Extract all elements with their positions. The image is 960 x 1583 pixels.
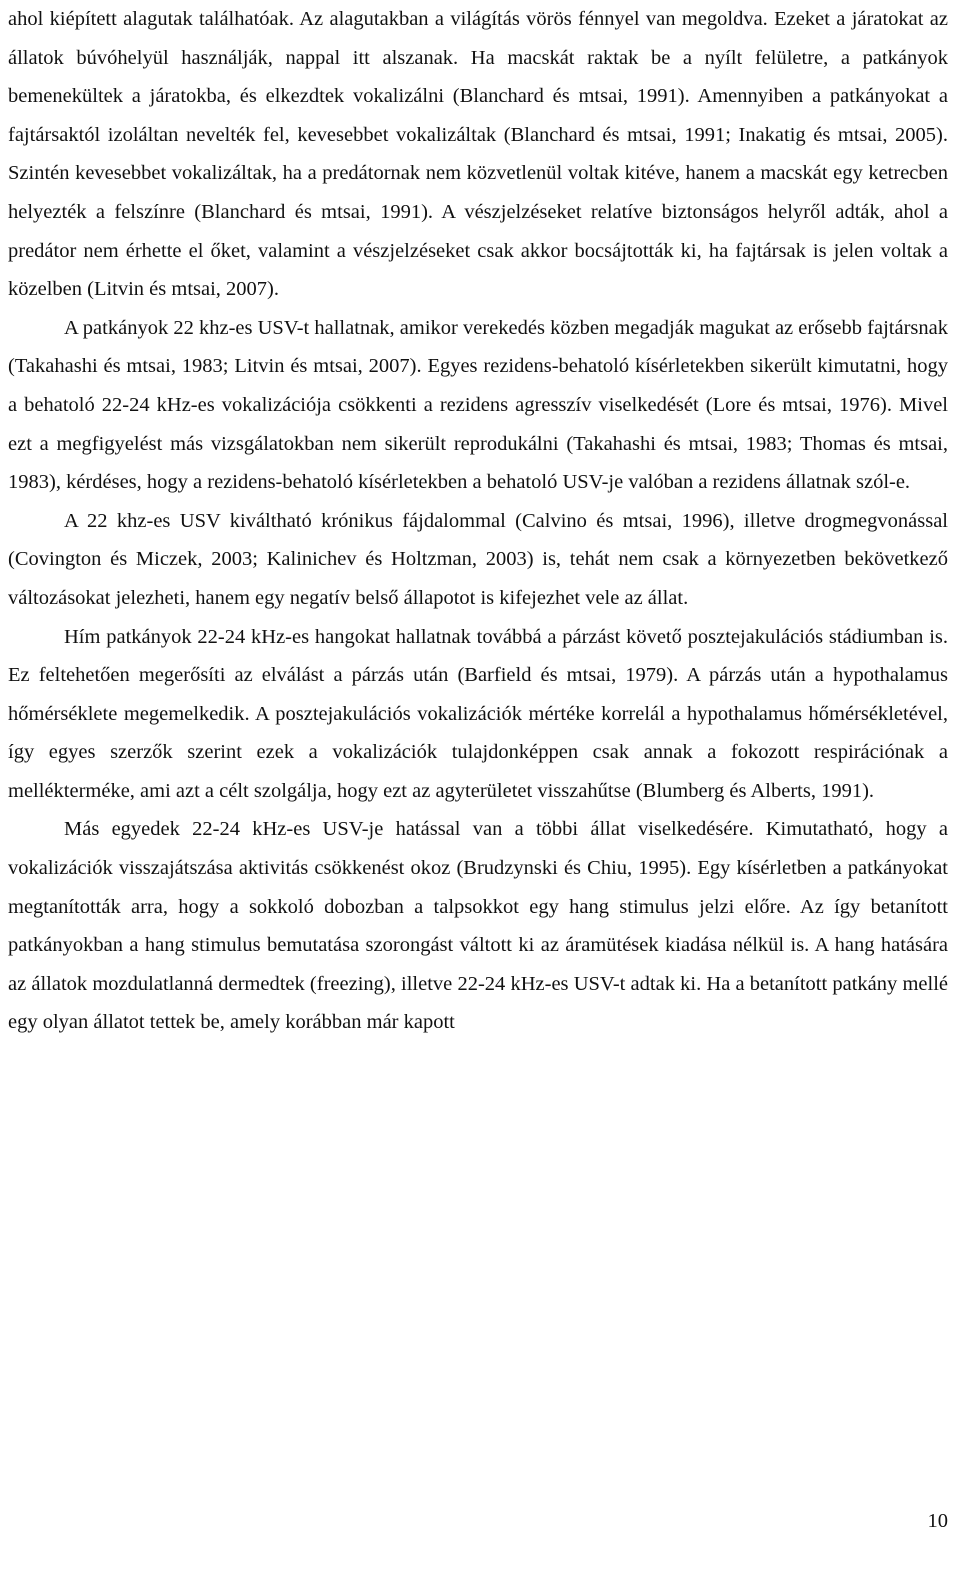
document-page <box>8 0 948 1042</box>
paragraph-4: Hím patkányok 22-24 kHz-es hangokat hallatnak továbbá a párzást követő posztejakulációs stádiumban is. Ez feltehetően megerősíti az elválást a párzás után (Barfield és mtsai, 1979). A párzás után a hypothalamus hőmérséklete megemelkedik. A posztejakulációs vokalizációk mértéke korrelál a hypothalamus hőmérsékletével, így egyes szerzők szerint ezek a vokalizációk tulajdonképpen csak annak a fokozott respirációnak a mellékterméke, ami azt a célt szolgálja, hogy ezt az agyterületet visszahűtse (Blumberg és Alberts, 1991). <box>8 625 948 802</box>
paragraph-3: A 22 khz-es USV kiváltható krónikus fájdalommal (Calvino és mtsai, 1996), illetve drogmegvonással (Covington és Miczek, 2003; Kalinichev és Holtzman, 2003) is, tehát nem csak a környezetben bekövetkező változásokat jelezheti, hanem egy negatív belső állapotot is kifejezhet vele az állat. <box>8 509 948 609</box>
page-number: 10 <box>927 1510 948 1532</box>
paragraph-5: Más egyedek 22-24 kHz-es USV-je hatással van a többi állat viselkedésére. Kimutatható, hogy a vokalizációk visszajátszása aktivitás csökkenést okoz (Brudzynski és Chiu, 1995). Egy kísérletben a patkányokat megtanították arra, hogy a sokkoló dobozban a talpsokkot egy hang stimulus jelzi előre. Az így betanított patkányokban a hang stimulus bemutatása szorongást váltott ki az áramütések kiadása nélkül is. A hang hatására az állatok mozdulatlanná dermedtek (freezing), illetve 22-24 kHz-es USV-t adtak ki. Ha a betanított patkány mellé egy olyan állatot tettek be, amely korábban már kapott <box>8 818 948 1034</box>
paragraph-1: ahol kiépített alagutak találhatóak. Az alagutakban a világítás vörös fénnyel van megoldva. Ezeket a járatokat az állatok búvóhelyül használják, nappal itt alszanak. Ha macskát raktak be a nyílt felületre, a patkányok bemenekültek a járatokba, és elkezdtek vokalizálni (Blanchard és mtsai, 1991). Amennyiben a patkányokat a fajtársaktól izoláltan nevelték fel, kevesebbet vokalizáltak (Blanchard és mtsai, 1991; Inakatig és mtsai, 2005). Szintén kevesebbet vokalizáltak, ha a predátornak nem közvetlenül voltak kitéve, hanem a macskát egy ketrecben helyezték a felszínre (Blanchard és mtsai, 1991). A vészjelzéseket relatíve biztonságos helyről adták, ahol a predátor nem érhette el őket, valamint a vészjelzéseket csak akkor bocsájtották ki, ha fajtársak is jelen voltak a közelben (Litvin és mtsai, 2007). <box>8 8 948 301</box>
paragraph-2: A patkányok 22 khz-es USV-t hallatnak, amikor verekedés közben megadják magukat az erősebb fajtársnak (Takahashi és mtsai, 1983; Litvin és mtsai, 2007). Egyes rezidens-behatoló kísérletekben sikerült kimutatni, hogy a behatoló 22-24 kHz-es vokalizációja csökkenti a rezidens agresszív viselkedését (Lore és mtsai, 1976). Mivel ezt a megfigyelést más vizsgálatokban nem sikerült reprodukálni (Takahashi és mtsai, 1983; Thomas és mtsai, 1983), kérdéses, hogy a rezidens-behatoló kísérletekben a behatoló USV-je valóban a rezidens állatnak szól-e. <box>8 316 948 494</box>
